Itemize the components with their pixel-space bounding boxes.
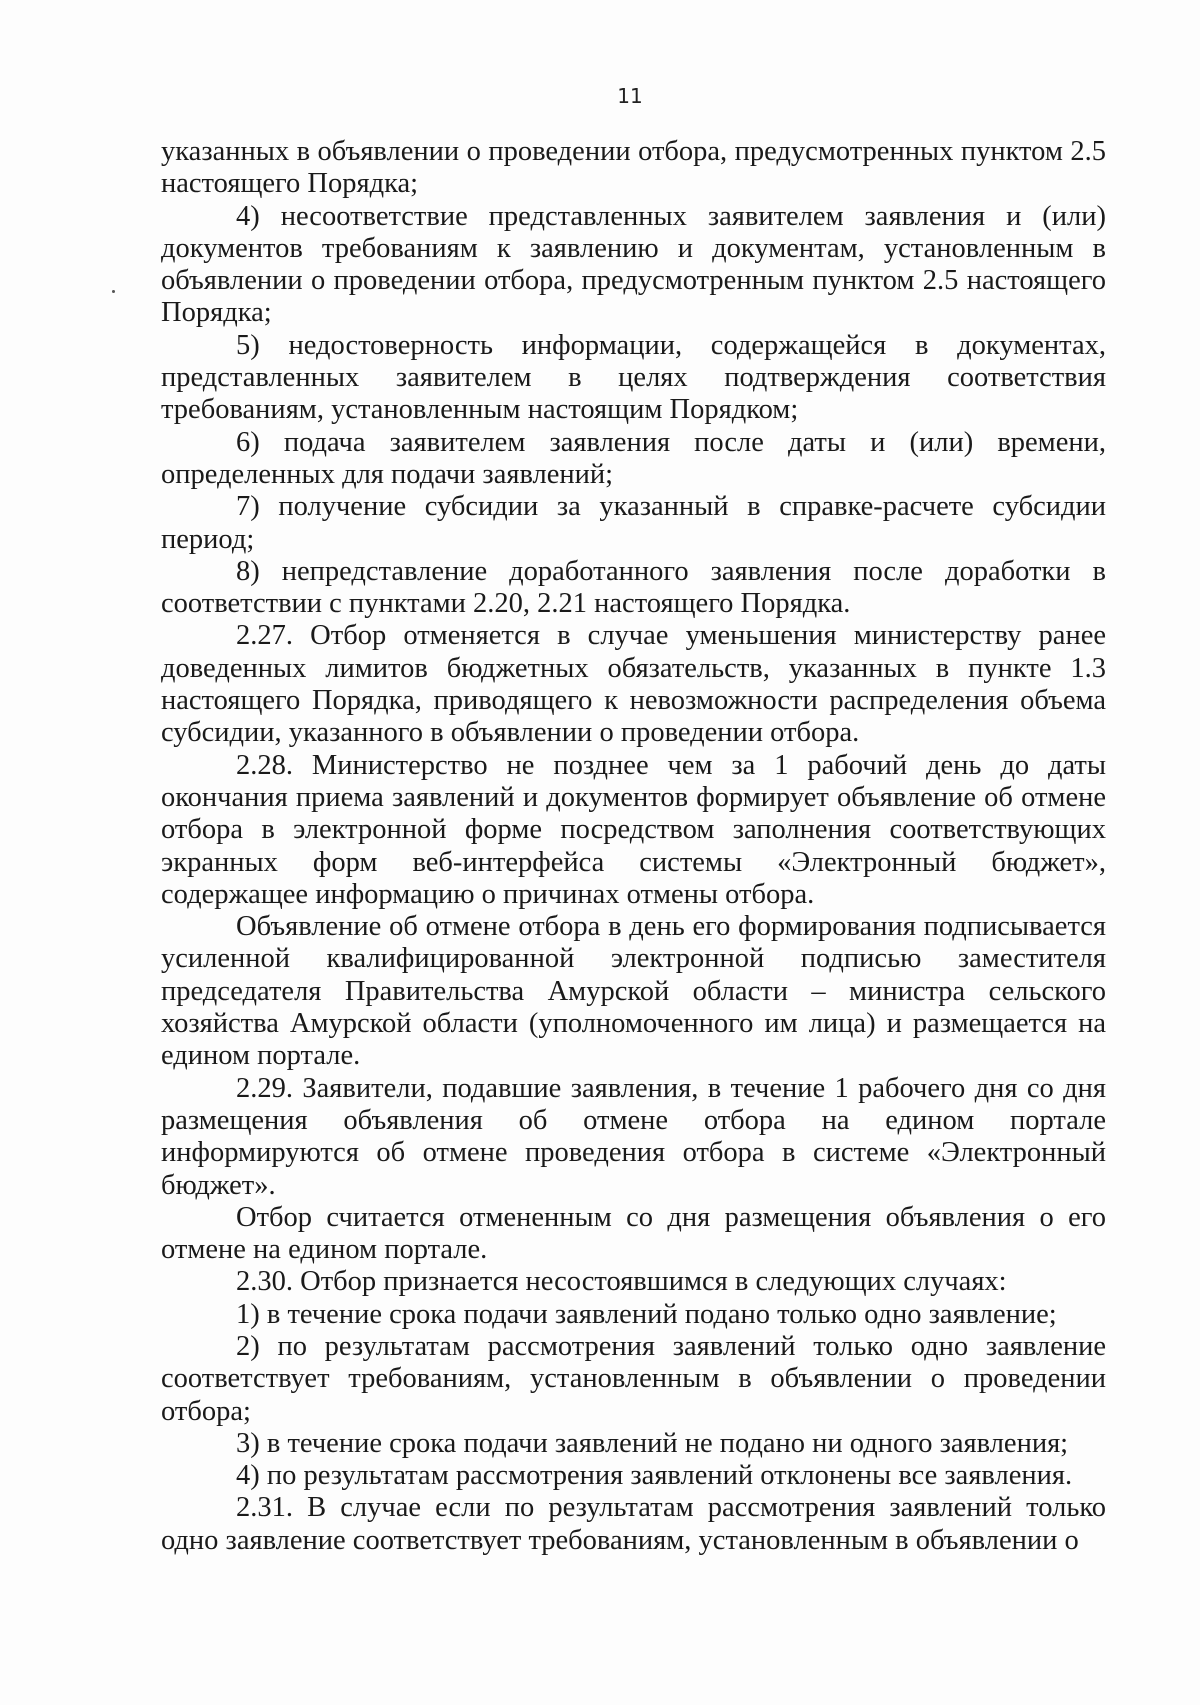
paragraph: 2.30. Отбор признается несостоявшимся в следующих случаях: [236,1266,1007,1298]
paragraph: 4) несоответствие представленных заявителем заявления и (или) документов требованиям к заявлению и документам, установленным в объявлении о проведении отбора, предусмотренным пунктом 2.5 настоящего Порядка; [161,200,1106,329]
page-number: 11 [617,84,643,108]
paragraph: 2.31. В случае если по результатам рассмотрения заявлений только одно заявление соответствует требованиям, установленным в объявлении о [161,1492,1106,1556]
paragraph: Отбор считается отмененным со дня размещения объявления о его отмене на едином портале. [161,1201,1106,1266]
paragraph: 5) недостоверность информации, содержащейся в документах, представленных заявителем в целях подтверждения соответствия требованиям, установленным настоящим Порядком; [161,329,1106,426]
scan-speck [112,290,115,293]
paragraph: 8) непредставление доработанного заявления после доработки в соответствии с пунктами 2.20, 2.21 настоящего Порядка. [161,555,1106,620]
paragraph: 2.28. Министерство не позднее чем за 1 рабочий день до даты окончания приема заявлений и документов формирует объявление об отмене отбора в электронной форме посредством заполнения соответствующих экранных форм веб-интерфейса системы «Электронный бюджет», содержащее информацию о причинах отмены отбора. [161,749,1106,910]
paragraph: 2.29. Заявители, подавшие заявления, в течение 1 рабочего дня со дня размещения объявления об отмене отбора на едином портале информируются об отмене проведения отбора в системе «Электронный бюджет». [161,1072,1106,1201]
paragraph: 1) в течение срока подачи заявлений подано только одно заявление; [236,1298,1057,1330]
paragraph: 7) получение субсидии за указанный в справке-расчете субсидии период; [161,491,1106,555]
document-body [161,136,1106,1557]
paragraph: Объявление об отмене отбора в день его формирования подписывается усиленной квалифицированной электронной подписью заместителя председателя Правительства Амурской области – министра сельского хозяйства Амурской области (уполномоченного им лица) и размещается на едином портале. [161,911,1106,1072]
paragraph: указанных в объявлении о проведении отбора, предусмотренных пунктом 2.5 настоящего Порядка; [161,136,1106,200]
paragraph: 3) в течение срока подачи заявлений не подано ни одного заявления; [236,1427,1069,1459]
paragraph: 2) по результатам рассмотрения заявлений только одно заявление соответствует требованиям, установленным в объявлении о проведении отбора; [161,1330,1106,1427]
paragraph: 2.27. Отбор отменяется в случае уменьшения министерству ранее доведенных лимитов бюджетных обязательств, указанных в пункте 1.3 настоящего Порядка, приводящего к невозможности распределения объема субсидии, указанного в объявлении о проведении отбора. [161,620,1106,749]
paragraph: 6) подача заявителем заявления после даты и (или) времени, определенных для подачи заявлений; [161,426,1106,490]
paragraph: 4) по результатам рассмотрения заявлений отклонены все заявления. [236,1460,1073,1492]
